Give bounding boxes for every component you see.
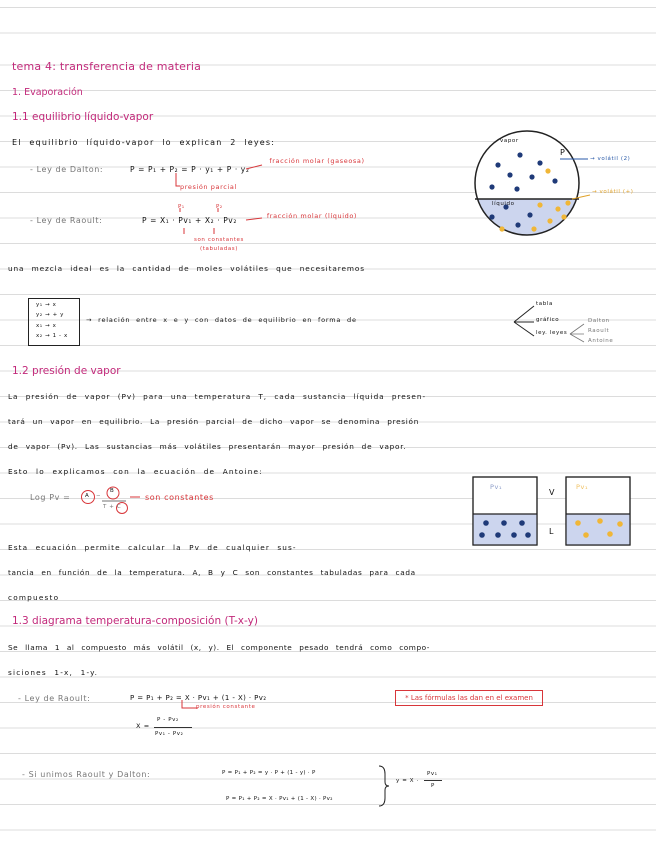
raoult-label: - Ley de Raoult: <box>30 216 103 225</box>
raoult2-numerator: P - Pv₂ <box>157 717 179 723</box>
section-heading-1-3: 1.3 diagrama temperatura-composición (T-x-y) <box>12 615 258 627</box>
antoine-log: Log Pv = <box>30 493 71 502</box>
vessel-l-label: L <box>549 527 555 536</box>
page-title: tema 4: transferencia de materia <box>12 60 202 73</box>
branch-sub-item: Dalton <box>588 318 610 324</box>
paragraph-line: Esto lo explicamos con la ecuación de Antoine: <box>8 467 263 476</box>
vessel-left-pv-label: Pv₁ <box>490 483 503 491</box>
raoult2-label: - Ley de Raoult: <box>18 694 91 703</box>
antoine-b: B <box>110 488 115 494</box>
diagram1-p-label: P <box>560 148 566 157</box>
vessel-v-label: V <box>549 488 556 497</box>
dalton-note-right: fracción molar (gaseosa) <box>269 157 365 165</box>
paragraph-line: La presión de vapor (Pv) para una temperatura T, cada sustancia líquida presen- <box>8 392 427 401</box>
diagram1-volatil-yellow: → volátil (+) <box>592 189 634 195</box>
branch-arrows <box>500 296 650 348</box>
box-row: y₂ → + y <box>36 312 64 318</box>
union-label: - Si unimos Raoult y Dalton: <box>22 770 151 779</box>
branch-item: gráfico <box>536 317 560 323</box>
antoine-a: A <box>85 493 90 499</box>
vessel-right-pv-label: Pv₁ <box>576 483 589 491</box>
union-result-denominator: P <box>431 783 435 789</box>
relacion-line: → relación entre x e y con datos de equilibrio en forma de <box>86 316 357 324</box>
diagram1-volatil-blue: → volátil (2) <box>590 156 631 162</box>
section-heading-1-2: 1.2 presión de vapor <box>12 365 121 377</box>
antoine-minus: − <box>96 493 102 499</box>
union-result-bar <box>424 780 442 781</box>
branch-item: ley. leyes <box>536 330 568 336</box>
box-row: x₂ → 1 - x <box>36 333 68 339</box>
raoult-formula: P = X₁ · Pv₁ + X₂ · Pv₂ <box>142 216 237 225</box>
paragraph-line: Esta ecuación permite calcular la Pv de cualquier sus- <box>8 543 297 552</box>
union-formula-2: P = P₁ + P₂ = X · Pv₁ + (1 - X) · Pv₂ <box>226 796 333 802</box>
union-formula-1: P = P₁ + P₂ = y · P + (1 - y) · P <box>222 770 316 776</box>
raoult2-denominator: Pv₁ - Pv₂ <box>155 731 184 737</box>
mezcla-line: una mezcla ideal es la cantidad de moles volátiles que necesitaremos <box>8 264 365 273</box>
raoult2-x-eq: X = <box>136 722 150 730</box>
paragraph-line: de vapor (Pv). Las sustancias más volátiles presentarán mayor presión de vapor. <box>8 442 407 451</box>
antoine-denominator: T + C <box>103 504 122 510</box>
branch-sub-item: Antoine <box>588 338 614 344</box>
paragraph-line: tará un vapor en equilibrio. La presión parcial de dicho vapor se denomina presión <box>8 417 420 426</box>
raoult2-fraction-bar <box>154 727 192 728</box>
branch-sub-item: Raoult <box>588 328 610 334</box>
dalton-note-below: presión parcial <box>180 183 237 191</box>
dalton-label: - Ley de Dalton: <box>30 165 104 174</box>
union-brace <box>376 764 392 808</box>
raoult-note-right: fracción molar (líquido) <box>266 212 358 220</box>
raoult-p2: P₂ <box>216 204 223 210</box>
dalton-formula: P = P₁ + P₂ = P · y₁ + P · y₂ <box>130 165 250 174</box>
paragraph-line: tancia en función de la temperatura. A, B y C son constantes tabuladas para cada <box>8 568 416 577</box>
box-row: y₁ → x <box>36 302 57 308</box>
union-result-y: y = X · <box>396 778 419 784</box>
section-heading-1-1: 1.1 equilibrio líquido-vapor <box>12 111 154 123</box>
paragraph-line: Se llama 1 al compuesto más volátil (x, y). El componente pesado tendrá como compo- <box>8 643 430 652</box>
paragraph-line: compuesto <box>8 593 60 602</box>
antoine-note: son constantes <box>145 493 214 502</box>
diagram1-vapor-label: vapor <box>500 138 519 144</box>
union-result-numerator: Pv₁ <box>427 771 438 777</box>
section-heading-1: 1. Evaporación <box>12 87 83 98</box>
raoult2-note: presión constante <box>196 704 256 710</box>
branch-item: tabla <box>536 301 553 307</box>
raoult-p1: P₁ <box>178 204 185 210</box>
diagram1-liquido-label: líquido <box>492 201 515 207</box>
raoult2-formula: P = P₁ + P₂ = X · Pv₁ + (1 - X) · Pv₂ <box>130 694 267 702</box>
box-row: x₁ → x <box>36 323 57 329</box>
paragraph-line: siciones 1-x, 1-y. <box>8 668 99 677</box>
raoult-note-below: son constantes (tabuladas) <box>193 237 245 252</box>
exam-note-box: * Las fórmulas las dan en el examen <box>395 690 543 706</box>
intro-line: El equilibrio líquido-vapor lo explican 2 leyes: <box>12 138 276 147</box>
